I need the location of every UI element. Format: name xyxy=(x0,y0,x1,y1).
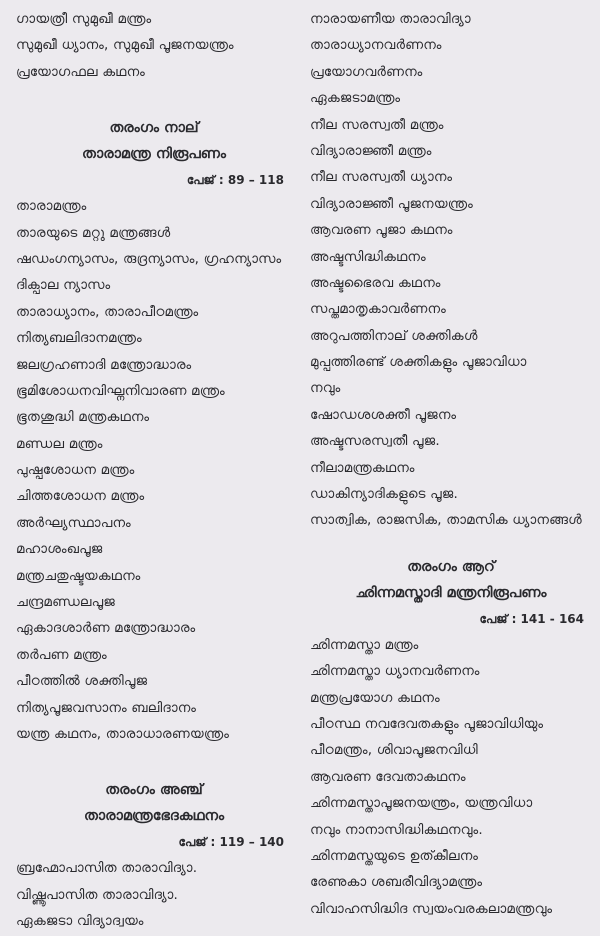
toc-item: നീല സരസ്വതീ മന്ത്രം xyxy=(310,116,444,133)
toc-item: ആവരണ പൂജാ കഥനം xyxy=(310,222,453,239)
section-5-page-range: പേജ് : 119 – 140 xyxy=(178,835,284,850)
toc-item: ഏകജടാമന്ത്രം xyxy=(310,90,401,107)
toc-item: അഷ്ടസരസ്വതീ പൂജ. xyxy=(310,433,440,450)
spacer xyxy=(310,534,592,554)
toc-item: ഛിന്നമസ്താ മന്ത്രം xyxy=(310,636,419,653)
right-column xyxy=(310,6,592,922)
toc-item: വിദ്യാരാജ്ഞീ പൂജനയന്ത്രം xyxy=(310,195,473,212)
toc-item: അഷ്ടസിദ്ധികഥനം xyxy=(310,248,426,265)
intro-line: പ്രയോഗഫല കഥനം xyxy=(16,63,145,80)
toc-item: മുപ്പത്തിരണ്ട് ശക്തികളും പൂജാവിധാ xyxy=(310,354,527,371)
toc-item: രേണുകാ ശബരീവിദ്യാമന്ത്രം xyxy=(310,874,483,891)
toc-item: ദിക്പാല ന്യാസം xyxy=(16,277,111,294)
toc-item: മന്ത്രചതുഷ്ടയകഥനം xyxy=(16,567,141,584)
toc-item: ഭൂതശുദ്ധി മന്ത്രകഥനം xyxy=(16,409,150,426)
toc-item: സാത്വിക, രാജസിക, താമസിക ധ്യാനങ്ങൾ xyxy=(310,512,582,529)
toc-item: പീഠത്തിൽ ശക്തിപൂജ xyxy=(16,673,148,690)
section-4-page-range: പേജ് : 89 – 118 xyxy=(186,173,284,188)
toc-item: ചിത്തശോധന മന്ത്രം xyxy=(16,488,145,505)
toc-item: പ്രയോഗവർണനം xyxy=(310,63,423,80)
section-5-title: തരംഗം അഞ്ച് xyxy=(105,782,203,799)
toc-item: ഛിന്നമസ്താപൂജനയന്ത്രം, യന്ത്രവിധാ xyxy=(310,795,533,812)
toc-item: മണ്ഡല മന്ത്രം xyxy=(16,435,103,452)
toc-item: വിഷ്ണൂപാസിത താരാവിദ്യാ. xyxy=(16,886,179,903)
toc-item: അറുപത്തിനാല് ശക്തികൾ xyxy=(310,327,478,344)
section-4-subtitle: താരാമന്ത്ര നിരൂപണം xyxy=(82,146,226,163)
toc-item: ഏകജടാ വിദ്യാദ്വയം xyxy=(16,913,144,930)
toc-item: നിത്യബലിദാനമന്ത്രം xyxy=(16,330,142,347)
toc-item: ചന്ദ്രമണ്ഡലപൂജ xyxy=(16,594,115,611)
toc-item: മഹാശംഖപൂജ xyxy=(16,541,103,558)
toc-item: നിത്യപൂജവസാനം ബലിദാനം xyxy=(16,699,197,716)
section-5-subtitle: താരാമന്ത്രഭേദകഥനം xyxy=(83,808,225,825)
section-6-subtitle: ഛിന്നമസ്താദി മന്ത്രനിരൂപണം xyxy=(355,584,547,601)
toc-item: ജലഗ്രഹണാദി മന്ത്രോദ്ധാരം xyxy=(16,356,192,373)
toc-item: ഷഡംഗന്യാസം, രുദ്രന്യാസം, ഗ്രഹന്യാസം xyxy=(16,250,282,267)
toc-item: സപ്തമാതൃകാവർണനം xyxy=(310,301,446,318)
toc-item: മന്ത്രപ്രയോഗ കഥനം xyxy=(310,689,440,706)
toc-item: ആവരണ ദേവതാകഥനം xyxy=(310,768,466,785)
section-4-title: തരംഗം നാല് xyxy=(109,120,199,137)
toc-item: താരാമന്ത്രം xyxy=(16,198,87,215)
toc-item: നീലാമന്ത്രകഥനം xyxy=(310,459,415,476)
toc-item: താരയുടെ മറ്റു മന്ത്രങ്ങൾ xyxy=(16,224,171,241)
toc-item: പീഠമന്ത്രം, ശിവാപൂജനവിധി xyxy=(310,742,478,759)
toc-item: തർപണ മന്ത്രം xyxy=(16,646,107,663)
toc-item: ഛിന്നമസ്തയുടെ ഉത്കീലനം xyxy=(310,847,479,864)
toc-item: പുഷ്പശോധന മന്ത്രം xyxy=(16,462,135,479)
toc-item: താരാധ്യാനം, താരാപീഠമന്ത്രം xyxy=(16,303,199,320)
toc-item: അർഘ്യസ്ഥാപനം xyxy=(16,514,131,531)
toc-item: ഷോഡശശക്തീ പൂജനം xyxy=(310,406,457,423)
toc-item: വിദ്യാരാജ്ഞീ മന്ത്രം xyxy=(310,142,432,159)
toc-item: ഭൂമിശോധനവിഘ്നനിവാരണ മന്ത്രം xyxy=(16,382,225,399)
left-column xyxy=(16,6,292,935)
intro-line: സുമുഖീ ധ്യാനം, സുമുഖീ പൂജനയന്ത്രം xyxy=(16,37,234,54)
toc-item: നീല സരസ്വതീ ധ്യാനം xyxy=(310,169,453,186)
spacer xyxy=(16,85,292,115)
toc-item: താരാധ്യാനവർണനം xyxy=(310,37,442,54)
section-6-page-range: പേജ് : 141 - 164 xyxy=(479,611,584,626)
toc-item: നവും xyxy=(310,380,341,397)
toc-item: ഏകാദശാർണ മന്ത്രോദ്ധാരം xyxy=(16,620,196,637)
toc-item: നാരായണീയ താരാവിദ്യാ xyxy=(310,11,471,27)
intro-line: ഗായത്രീ സുമുഖീ മന്ത്രം xyxy=(16,11,152,27)
spacer xyxy=(16,747,292,777)
toc-item: യന്ത്ര കഥനം, താരാധാരണയന്ത്രം xyxy=(16,725,230,742)
section-6-title: തരംഗം ആറ് xyxy=(407,558,495,575)
toc-item: നവും നാനാസിദ്ധികഥനവും. xyxy=(310,821,483,838)
toc-item: ഛിന്നമസ്താ ധ്യാനവർണനം xyxy=(310,663,480,680)
toc-item: വിവാഹസിദ്ധിദ സ്വയംവരകലാമന്ത്രവും xyxy=(310,900,553,917)
toc-item: ഡാകിന്യാദികളുടെ പൂജ. xyxy=(310,486,458,503)
toc-item: അഷ്ടഭൈരവ കഥനം xyxy=(310,274,441,291)
toc-item: ബ്രഹ്മോപാസിത താരാവിദ്യാ. xyxy=(16,860,198,877)
toc-item: പീഠസ്ഥ നവദേവതകളും പൂജാവിധിയും xyxy=(310,715,544,732)
